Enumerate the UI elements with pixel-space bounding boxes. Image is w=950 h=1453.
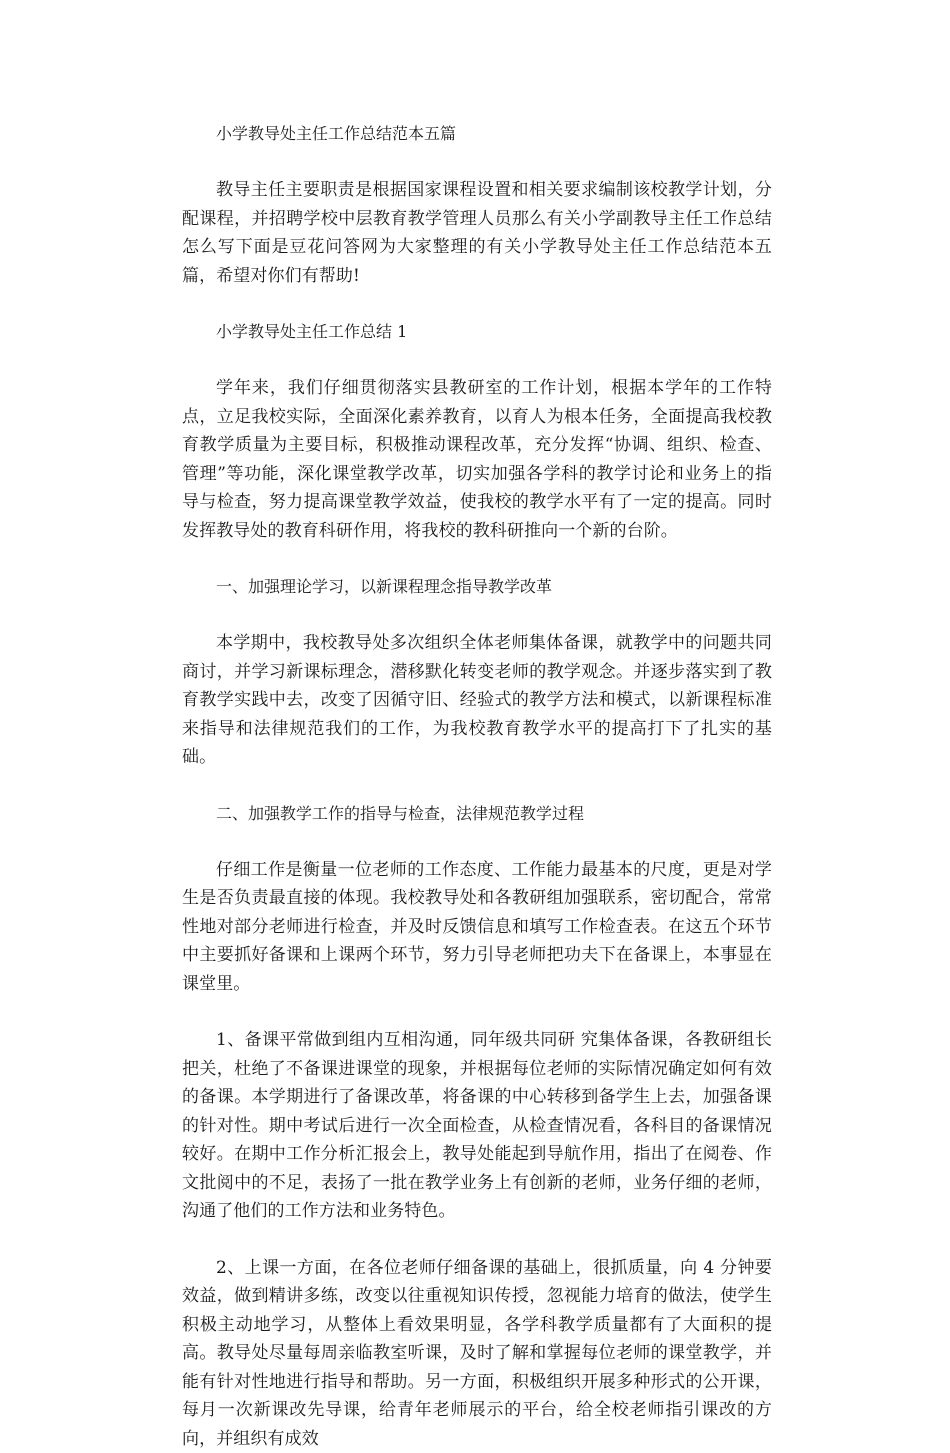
list-item: 1、备课平常做到组内互相沟通，同年级共同研 究集体备课，各教研组长把关，杜绝了不备课进课堂的现象，并根据每位老师的实际情况确定如何有效的备课。本学期进行了备课改革，将备课的中心转移到备学生上去，加强备课的针对性。期中考试后进行一次全面检查，从检查情况看，各科目的备课情况较好。在期中工作分析汇报会上，教导处能起到导航作用，指出了在阅卷、作文批阅中的不足，表扬了一批在教学业务上有创新的老师，业务仔细的老师，沟通了他们的工作方法和业务特色。 [182, 1026, 772, 1226]
list-item: 2、上课一方面，在各位老师仔细备课的基础上，很抓质量，向 4 分钟要效益，做到精讲多练，改变以往重视知识传授，忽视能力培育的做法，使学生积极主动地学习，从整体上看效果明显，各学科教学质量都有了大面积的提高。教导处尽量每周亲临教室听课，及时了解和掌握每位老师的课堂教学，并能有针对性地进行指导和帮助。另一方面，积极组织开展多种形式的公开课，每月一次新课改先导课，给青年老师展示的平台，给全校老师指引课改的方向，并组织有成效 [182, 1254, 772, 1453]
document-page [182, 120, 772, 1453]
section-heading: 一、加强理论学习，以新课程理念指导教学改革 [182, 573, 772, 601]
body-paragraph: 仔细工作是衡量一位老师的工作态度、工作能力最基本的尺度，更是对学生是否负责最直接的体现。我校教导处和各教研组加强联系，密切配合，常常性地对部分老师进行检查，并及时反馈信息和填写工作检查表。在这五个环节中主要抓好备课和上课两个环节，努力引导老师把功夫下在备课上，本事显在课堂里。 [182, 856, 772, 999]
section-heading: 二、加强教学工作的指导与检查，法律规范教学过程 [182, 800, 772, 828]
document-title: 小学教导处主任工作总结范本五篇 [182, 120, 772, 148]
body-paragraph: 本学期中，我校教导处多次组织全体老师集体备课，就教学中的问题共同商讨，并学习新课标理念，潜移默化转变老师的教学观念。并逐步落实到了教育教学实践中去，改变了因循守旧、经验式的教学方法和模式，以新课程标准来指导和法律规范我们的工作，为我校教育教学水平的提高打下了扎实的基础。 [182, 629, 772, 772]
body-paragraph: 学年来，我们仔细贯彻落实县教研室的工作计划，根据本学年的工作特点，立足我校实际，全面深化素养教育，以育人为根本任务，全面提高我校教育教学质量为主要目标，积极推动课程改革，充分发挥“协调、组织、检查、管理”等功能，深化课堂教学改革，切实加强各学科的教学讨论和业务上的指导与检查，努力提高课堂教学效益，使我校的教学水平有了一定的提高。同时发挥教导处的教育科研作用，将我校的教科研推向一个新的台阶。 [182, 374, 772, 545]
intro-paragraph: 教导主任主要职责是根据国家课程设置和相关要求编制该校教学计划，分配课程，并招聘学校中层教育教学管理人员那么有关小学副教导主任工作总结怎么写下面是豆花问答网为大家整理的有关小学教导处主任工作总结范本五篇，希望对你们有帮助! [182, 176, 772, 290]
section-title: 小学教导处主任工作总结 1 [182, 318, 772, 346]
